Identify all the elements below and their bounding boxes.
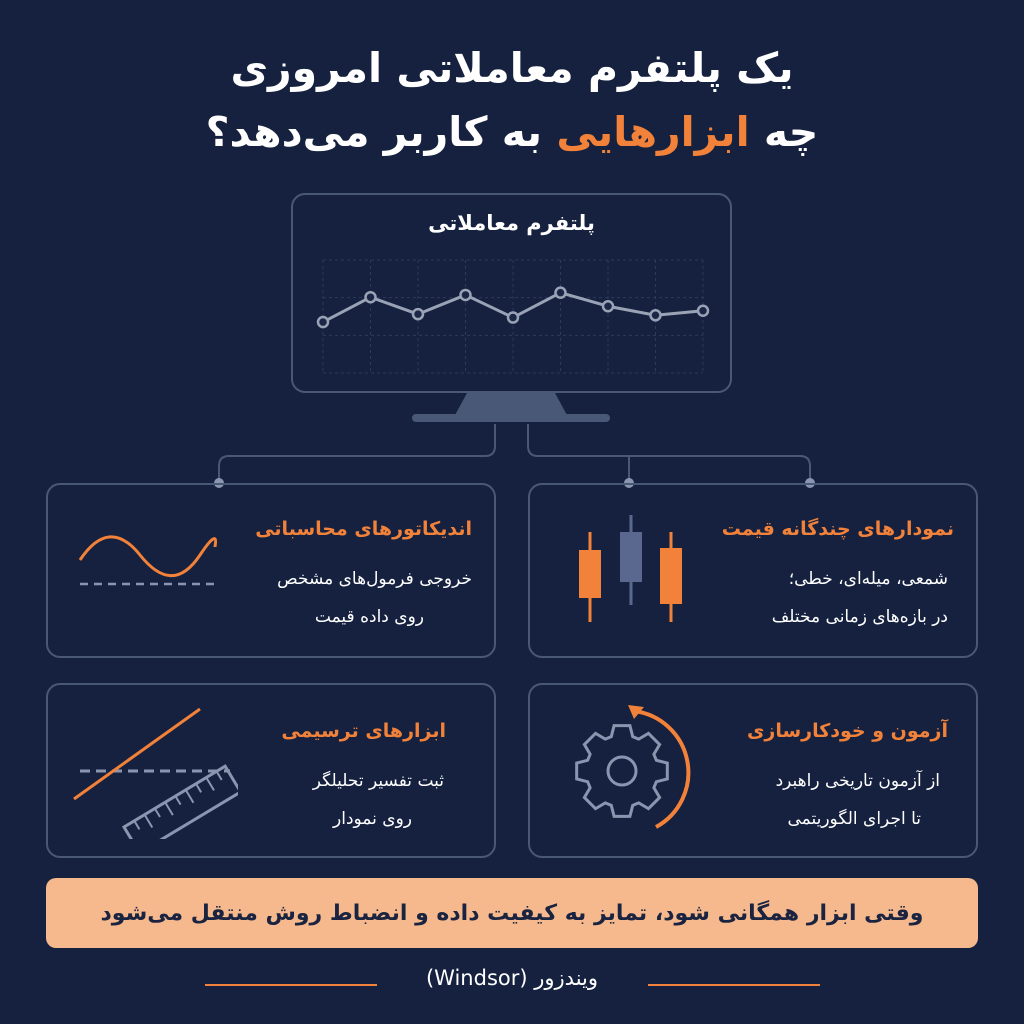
line-chart-icon [293, 195, 730, 391]
card-title: اندیکاتورهای محاسباتی [255, 518, 472, 540]
ruler-icon [68, 699, 238, 839]
monitor-neck [454, 393, 568, 417]
title-line-1: یک پلتفرم معاملاتی امروزی [230, 44, 794, 92]
card-text-line: ثبت تفسیر تحلیلگر [312, 771, 444, 791]
card-text-line: روی داده قیمت [314, 607, 424, 627]
chart-point [698, 306, 708, 316]
gear-icon [568, 697, 708, 847]
chart-point [366, 292, 376, 302]
chart-point [603, 301, 613, 311]
chart-point [413, 309, 423, 319]
card-drawing-tools [46, 683, 496, 858]
title-accent: ابزارهایی [556, 108, 750, 156]
connector-left [219, 424, 495, 482]
monitor-base [412, 414, 610, 422]
card-text-line: شمعی، میله‌ای، خطی؛ [788, 569, 948, 589]
chart-point [556, 288, 566, 298]
banner-text: وقتی ابزار همگانی شود، تمایز به کیفیت داده و انضباط روش منتقل می‌شود [100, 900, 924, 926]
monitor-screen [291, 193, 732, 393]
card-title: آزمون و خودکارسازی [746, 720, 948, 742]
wave-indicator-icon [78, 525, 228, 605]
card-indicators [46, 483, 496, 658]
card-automation [528, 683, 978, 858]
card-text-line: در بازه‌های زمانی مختلف [771, 607, 948, 627]
chart-point [508, 313, 518, 323]
chart-point [651, 310, 661, 320]
footer-brand: ویندزور (Windsor) [425, 966, 599, 990]
card-text-line: از آزمون تاریخی راهبرد [775, 771, 940, 791]
card-text-line: تا اجرای الگوریتمی [787, 809, 921, 829]
card-text-line: روی نمودار [333, 809, 412, 829]
candlestick-icon [570, 510, 710, 630]
title-prefix: چه [763, 108, 819, 156]
card-text-line: خروجی فرمول‌های مشخص [277, 569, 472, 589]
chart-point [318, 317, 328, 327]
card-title: نمودارهای چندگانه قیمت [721, 518, 954, 540]
card-price-charts [528, 483, 978, 658]
chart-point [461, 290, 471, 300]
conclusion-banner [46, 878, 978, 948]
card-title: ابزارهای ترسیمی [281, 720, 446, 742]
monitor-title: پلتفرم معاملاتی [428, 211, 595, 235]
connector-right [528, 424, 810, 482]
title-suffix: به کاربر می‌دهد؟ [205, 108, 543, 156]
